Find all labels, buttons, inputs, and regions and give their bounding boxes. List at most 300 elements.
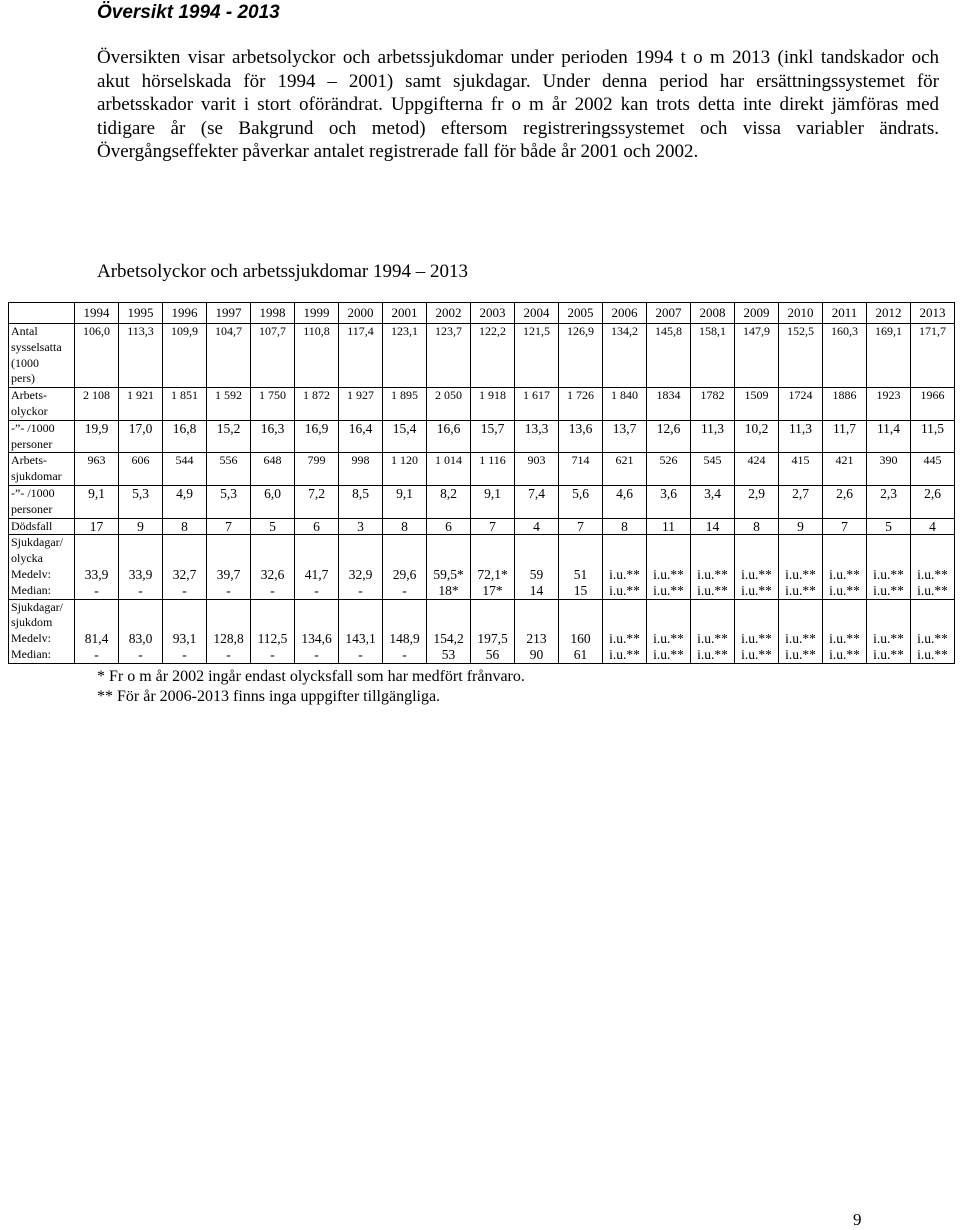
cell-value: 2,6 bbox=[924, 485, 941, 501]
cell-value bbox=[737, 535, 776, 551]
cell-value: 134,2 bbox=[611, 324, 638, 338]
cell-value bbox=[77, 535, 116, 551]
row-label-line: -”- /1000 bbox=[11, 420, 55, 435]
table-cell bbox=[119, 518, 163, 535]
table-cell bbox=[295, 420, 339, 453]
table-cell bbox=[867, 518, 911, 535]
table-cell bbox=[295, 485, 339, 518]
row-label-line: -”- /1000 bbox=[11, 485, 55, 500]
row-label-line: Antal bbox=[11, 324, 38, 338]
cell-value: 59,5* bbox=[433, 566, 464, 582]
cell-value: - bbox=[182, 582, 187, 598]
table-cell bbox=[735, 599, 779, 663]
table-row bbox=[9, 420, 955, 453]
table-row bbox=[9, 324, 955, 388]
cell-value: 113,3 bbox=[127, 324, 154, 338]
table-cell bbox=[823, 599, 867, 663]
cell-value: 1 851 bbox=[171, 388, 198, 403]
cell-value: 14 bbox=[705, 518, 720, 534]
cell-value bbox=[341, 551, 380, 567]
cell-value bbox=[253, 535, 292, 551]
cell-value: 9,1 bbox=[88, 485, 105, 501]
table-cell bbox=[427, 518, 471, 535]
cell-value: 197,5 bbox=[477, 631, 508, 647]
cell-value: 1 750 bbox=[259, 388, 286, 403]
cell-value bbox=[77, 615, 116, 631]
cell-value: 33,9 bbox=[128, 566, 153, 582]
table-cell bbox=[515, 599, 559, 663]
table-cell bbox=[207, 535, 251, 599]
cell-value bbox=[209, 551, 248, 567]
cell-value bbox=[649, 600, 688, 616]
table-cell bbox=[119, 388, 163, 421]
cell-value: 93,1 bbox=[172, 631, 197, 647]
cell-value: 32,9 bbox=[348, 566, 373, 582]
cell-value bbox=[869, 535, 908, 551]
cell-value: 5,3 bbox=[220, 485, 237, 501]
cell-value: 104,7 bbox=[215, 324, 242, 338]
table-row bbox=[9, 535, 955, 599]
table-cell bbox=[427, 324, 471, 388]
cell-value bbox=[605, 535, 644, 551]
table-cell bbox=[691, 599, 735, 663]
cell-value: 106,0 bbox=[83, 324, 110, 338]
cell-value: 117,4 bbox=[347, 324, 374, 338]
table-cell bbox=[691, 518, 735, 535]
cell-value: i.u.** bbox=[609, 631, 640, 647]
cell-value: 72,1* bbox=[477, 566, 508, 582]
row-label-line: Median: bbox=[11, 646, 51, 661]
cell-value: 1 918 bbox=[479, 388, 506, 403]
cell-value: 526 bbox=[659, 453, 678, 468]
cell-value: 13,6 bbox=[568, 420, 593, 436]
table-cell bbox=[867, 485, 911, 518]
table-cell bbox=[823, 388, 867, 421]
year-header-cell: 2012 bbox=[867, 303, 911, 324]
cell-value bbox=[693, 600, 732, 616]
cell-value: 160,3 bbox=[831, 324, 858, 338]
cell-value bbox=[561, 600, 600, 616]
year-header-cell: 2006 bbox=[603, 303, 647, 324]
page-number: 9 bbox=[853, 1210, 862, 1229]
cell-value: 2,6 bbox=[836, 485, 853, 501]
cell-value: 16,6 bbox=[436, 420, 461, 436]
cell-value: 171,7 bbox=[919, 324, 946, 338]
table-cell bbox=[559, 599, 603, 663]
cell-value: 81,4 bbox=[84, 631, 109, 647]
cell-value: 3,4 bbox=[704, 485, 721, 501]
table-cell bbox=[559, 388, 603, 421]
intro-line: ersättningssystemet för arbetsskador varit i stort oförändrat. Uppgifterna fr o m år 2002 kan bbox=[97, 70, 939, 115]
table-cell bbox=[75, 388, 119, 421]
cell-value: 123,7 bbox=[435, 324, 462, 338]
table-row bbox=[9, 388, 955, 421]
table-cell bbox=[779, 535, 823, 599]
cell-value bbox=[209, 615, 248, 631]
cell-value: 8 bbox=[181, 518, 188, 534]
table-cell bbox=[163, 485, 207, 518]
cell-value bbox=[825, 615, 864, 631]
year-header-cell: 2007 bbox=[647, 303, 691, 324]
table-cell bbox=[163, 535, 207, 599]
table-cell bbox=[647, 485, 691, 518]
table-cell bbox=[75, 599, 119, 663]
table-cell bbox=[647, 453, 691, 486]
cell-value: 15 bbox=[573, 582, 588, 598]
row-label bbox=[9, 388, 75, 421]
table-cell bbox=[911, 485, 955, 518]
table-cell bbox=[559, 535, 603, 599]
row-label bbox=[9, 485, 75, 518]
cell-value: i.u.** bbox=[785, 582, 816, 598]
table-cell bbox=[691, 324, 735, 388]
table-cell bbox=[647, 388, 691, 421]
table-cell bbox=[911, 388, 955, 421]
table-cell bbox=[691, 535, 735, 599]
cell-value bbox=[341, 600, 380, 616]
cell-value: 9,1 bbox=[396, 485, 413, 501]
cell-value: 29,6 bbox=[392, 566, 417, 582]
cell-value bbox=[473, 600, 512, 616]
row-label bbox=[9, 535, 75, 599]
cell-value: 59 bbox=[529, 566, 544, 582]
cell-value: 1 921 bbox=[127, 388, 154, 403]
table-cell bbox=[603, 518, 647, 535]
table-cell bbox=[383, 535, 427, 599]
year-header-cell: 1994 bbox=[75, 303, 119, 324]
table-cell bbox=[603, 599, 647, 663]
year-header-cell: 2011 bbox=[823, 303, 867, 324]
table-cell bbox=[119, 453, 163, 486]
cell-value: 556 bbox=[219, 453, 238, 468]
table-cell bbox=[823, 535, 867, 599]
cell-value: 18* bbox=[438, 582, 459, 598]
cell-value: 112,5 bbox=[257, 631, 288, 647]
cell-value: 109,9 bbox=[171, 324, 198, 338]
cell-value: 3,6 bbox=[660, 485, 677, 501]
table-cell bbox=[339, 599, 383, 663]
cell-value: 14 bbox=[529, 582, 544, 598]
cell-value: i.u.** bbox=[653, 646, 684, 662]
cell-value: 1886 bbox=[832, 388, 857, 403]
table-cell bbox=[119, 599, 163, 663]
cell-value bbox=[209, 600, 248, 616]
cell-value: 61 bbox=[573, 646, 588, 662]
cell-value bbox=[517, 615, 556, 631]
cell-value bbox=[605, 600, 644, 616]
cell-value: - bbox=[226, 646, 231, 662]
cell-value bbox=[385, 600, 424, 616]
cell-value: 17* bbox=[482, 582, 503, 598]
table-cell bbox=[339, 535, 383, 599]
table-cell bbox=[471, 420, 515, 453]
table-cell bbox=[867, 535, 911, 599]
cell-value bbox=[297, 551, 336, 567]
cell-value: 123,1 bbox=[391, 324, 418, 338]
year-header-cell: 2002 bbox=[427, 303, 471, 324]
cell-value: 122,2 bbox=[479, 324, 506, 338]
table-row bbox=[9, 485, 955, 518]
cell-value: 2 108 bbox=[83, 388, 110, 403]
year-header-cell: 2003 bbox=[471, 303, 515, 324]
cell-value: 621 bbox=[615, 453, 634, 468]
table-cell bbox=[207, 420, 251, 453]
table-cell bbox=[735, 453, 779, 486]
table-cell bbox=[779, 420, 823, 453]
cell-value: 83,0 bbox=[128, 631, 153, 647]
table-cell bbox=[383, 420, 427, 453]
cell-value: 33,9 bbox=[84, 566, 109, 582]
cell-value: 128,8 bbox=[213, 631, 244, 647]
table-cell bbox=[735, 324, 779, 388]
cell-value bbox=[737, 551, 776, 567]
cell-value: 6,0 bbox=[264, 485, 281, 501]
cell-value: i.u.** bbox=[829, 582, 860, 598]
table-title: Arbetsolyckor och arbetssjukdomar 1994 – 2013 bbox=[97, 261, 468, 282]
table-cell bbox=[691, 420, 735, 453]
cell-value: - bbox=[226, 582, 231, 598]
table-cell bbox=[427, 388, 471, 421]
table-cell bbox=[295, 324, 339, 388]
statistics-table bbox=[8, 302, 955, 664]
row-label bbox=[9, 599, 75, 663]
table-cell bbox=[383, 453, 427, 486]
cell-value: 12,6 bbox=[656, 420, 681, 436]
cell-value bbox=[77, 600, 116, 616]
table-cell bbox=[119, 535, 163, 599]
cell-value: 143,1 bbox=[345, 631, 376, 647]
cell-value: 1 872 bbox=[303, 388, 330, 403]
cell-value: 1834 bbox=[656, 388, 681, 403]
cell-value bbox=[341, 615, 380, 631]
cell-value bbox=[517, 600, 556, 616]
table-cell bbox=[163, 324, 207, 388]
table-cell bbox=[735, 518, 779, 535]
cell-value bbox=[473, 551, 512, 567]
table-cell bbox=[119, 420, 163, 453]
table-cell bbox=[383, 518, 427, 535]
table-cell bbox=[119, 324, 163, 388]
cell-value: - bbox=[314, 582, 319, 598]
cell-value bbox=[605, 615, 644, 631]
table-cell bbox=[207, 324, 251, 388]
cell-value: 53 bbox=[441, 646, 456, 662]
cell-value: i.u.** bbox=[785, 566, 816, 582]
row-label-line: personer bbox=[11, 436, 53, 451]
table-cell bbox=[471, 453, 515, 486]
cell-value: i.u.** bbox=[653, 566, 684, 582]
cell-value: 19,9 bbox=[84, 420, 109, 436]
table-cell bbox=[295, 388, 339, 421]
cell-value: i.u.** bbox=[917, 631, 948, 647]
cell-value bbox=[429, 535, 468, 551]
table-row bbox=[9, 599, 955, 663]
intro-line: tandskador och akut hörselskada för 1994 – 2001) samt sjukdagar. Under denna period har bbox=[97, 47, 940, 92]
cell-value bbox=[649, 535, 688, 551]
cell-value: 1923 bbox=[876, 388, 901, 403]
cell-value bbox=[165, 615, 204, 631]
cell-value: - bbox=[358, 582, 363, 598]
cell-value: 8 bbox=[401, 518, 408, 534]
table-cell bbox=[251, 453, 295, 486]
cell-value bbox=[253, 600, 292, 616]
cell-value: 5 bbox=[885, 518, 892, 534]
cell-value: 8 bbox=[621, 518, 628, 534]
cell-value bbox=[121, 535, 160, 551]
cell-value: 5,3 bbox=[132, 485, 149, 501]
cell-value: 39,7 bbox=[216, 566, 241, 582]
cell-value: i.u.** bbox=[873, 646, 904, 662]
table-cell bbox=[559, 420, 603, 453]
table-cell bbox=[427, 599, 471, 663]
table-cell bbox=[471, 485, 515, 518]
cell-value: 1 840 bbox=[611, 388, 638, 403]
row-label-line: Sjukdagar/ bbox=[11, 599, 63, 614]
table-cell bbox=[647, 599, 691, 663]
cell-value bbox=[825, 600, 864, 616]
table-cell bbox=[691, 388, 735, 421]
table-cell bbox=[515, 420, 559, 453]
header-corner bbox=[9, 303, 75, 324]
table-cell bbox=[251, 599, 295, 663]
cell-value: 6 bbox=[313, 518, 320, 534]
cell-value: 421 bbox=[835, 453, 854, 468]
table-body bbox=[9, 324, 955, 664]
cell-value: 1782 bbox=[700, 388, 725, 403]
cell-value: 3 bbox=[357, 518, 364, 534]
cell-value: i.u.** bbox=[653, 631, 684, 647]
table-cell bbox=[647, 324, 691, 388]
cell-value: 11,3 bbox=[700, 420, 725, 436]
year-header-cell: 2004 bbox=[515, 303, 559, 324]
cell-value: 17 bbox=[89, 518, 104, 534]
table-cell bbox=[559, 453, 603, 486]
cell-value bbox=[913, 551, 952, 567]
table-cell bbox=[339, 485, 383, 518]
table-cell bbox=[75, 324, 119, 388]
table-cell bbox=[207, 388, 251, 421]
cell-value: 1 120 bbox=[391, 453, 418, 468]
cell-value: i.u.** bbox=[741, 631, 772, 647]
row-label-line: olycka bbox=[11, 551, 43, 566]
table-cell bbox=[427, 535, 471, 599]
row-label-line: Medelv: bbox=[11, 566, 51, 581]
cell-value bbox=[121, 615, 160, 631]
table-cell bbox=[163, 518, 207, 535]
table-cell bbox=[251, 535, 295, 599]
table-cell bbox=[383, 599, 427, 663]
cell-value bbox=[253, 551, 292, 567]
cell-value bbox=[473, 535, 512, 551]
table-cell bbox=[119, 485, 163, 518]
table-cell bbox=[207, 518, 251, 535]
table-cell bbox=[295, 535, 339, 599]
table-cell bbox=[427, 485, 471, 518]
cell-value: 1 726 bbox=[567, 388, 594, 403]
year-header-cell: 1999 bbox=[295, 303, 339, 324]
cell-value bbox=[121, 600, 160, 616]
table-cell bbox=[207, 599, 251, 663]
cell-value: 7,2 bbox=[308, 485, 325, 501]
cell-value: 415 bbox=[791, 453, 810, 468]
cell-value: - bbox=[314, 646, 319, 662]
table-cell bbox=[691, 453, 735, 486]
table-cell bbox=[779, 388, 823, 421]
cell-value: 6 bbox=[445, 518, 452, 534]
cell-value bbox=[429, 600, 468, 616]
year-header-cell: 2013 bbox=[911, 303, 955, 324]
cell-value: i.u.** bbox=[917, 582, 948, 598]
cell-value: 121,5 bbox=[523, 324, 550, 338]
table-cell bbox=[823, 485, 867, 518]
cell-value: 606 bbox=[131, 453, 150, 468]
footnote: ** För år 2006-2013 finns inga uppgifter tillgängliga. bbox=[97, 688, 441, 705]
row-label-line: Arbets- bbox=[11, 453, 47, 468]
table-cell bbox=[823, 324, 867, 388]
table-cell bbox=[339, 324, 383, 388]
cell-value bbox=[781, 600, 820, 616]
cell-value: 145,8 bbox=[655, 324, 682, 338]
table-cell bbox=[295, 518, 339, 535]
cell-value: 1724 bbox=[788, 388, 813, 403]
cell-value bbox=[913, 615, 952, 631]
table-cell bbox=[779, 518, 823, 535]
cell-value: 8,5 bbox=[352, 485, 369, 501]
cell-value: 8,2 bbox=[440, 485, 457, 501]
table-cell bbox=[603, 535, 647, 599]
cell-value: 126,9 bbox=[567, 324, 594, 338]
cell-value: 545 bbox=[703, 453, 722, 468]
row-label-line: pers) bbox=[11, 371, 35, 386]
cell-value: 9,1 bbox=[484, 485, 501, 501]
cell-value: 390 bbox=[879, 453, 898, 468]
cell-value: 11,4 bbox=[876, 420, 901, 436]
table-cell bbox=[647, 535, 691, 599]
cell-value: - bbox=[358, 646, 363, 662]
intro-line: Översikten visar arbetsolyckor och arbetssjukdomar under perioden 1994 t o m 2013 (inkl bbox=[97, 47, 814, 68]
cell-value: 5 bbox=[269, 518, 276, 534]
year-header-cell: 2000 bbox=[339, 303, 383, 324]
cell-value: 13,3 bbox=[524, 420, 549, 436]
cell-value: 10,2 bbox=[744, 420, 769, 436]
table-cell bbox=[427, 420, 471, 453]
cell-value: 154,2 bbox=[433, 631, 464, 647]
table-cell bbox=[515, 485, 559, 518]
cell-value bbox=[737, 615, 776, 631]
cell-value bbox=[737, 600, 776, 616]
table-cell bbox=[603, 388, 647, 421]
cell-value: 11,5 bbox=[920, 420, 945, 436]
table-cell bbox=[867, 420, 911, 453]
cell-value: 903 bbox=[527, 453, 546, 468]
footnote: * Fr o m år 2002 ingår endast olycksfall som har medfört frånvaro. bbox=[97, 668, 525, 685]
cell-value: i.u.** bbox=[609, 646, 640, 662]
cell-value: 1966 bbox=[920, 388, 945, 403]
year-header-row bbox=[9, 303, 955, 324]
cell-value: 15,7 bbox=[480, 420, 505, 436]
cell-value: 110,8 bbox=[303, 324, 330, 338]
cell-value: 1509 bbox=[744, 388, 769, 403]
table-cell bbox=[735, 388, 779, 421]
cell-value: 963 bbox=[87, 453, 106, 468]
cell-value: 15,4 bbox=[392, 420, 417, 436]
table-cell bbox=[163, 599, 207, 663]
cell-value: 152,5 bbox=[787, 324, 814, 338]
cell-value: 7 bbox=[841, 518, 848, 534]
table-cell bbox=[559, 518, 603, 535]
cell-value: i.u.** bbox=[917, 566, 948, 582]
cell-value: 15,2 bbox=[216, 420, 241, 436]
